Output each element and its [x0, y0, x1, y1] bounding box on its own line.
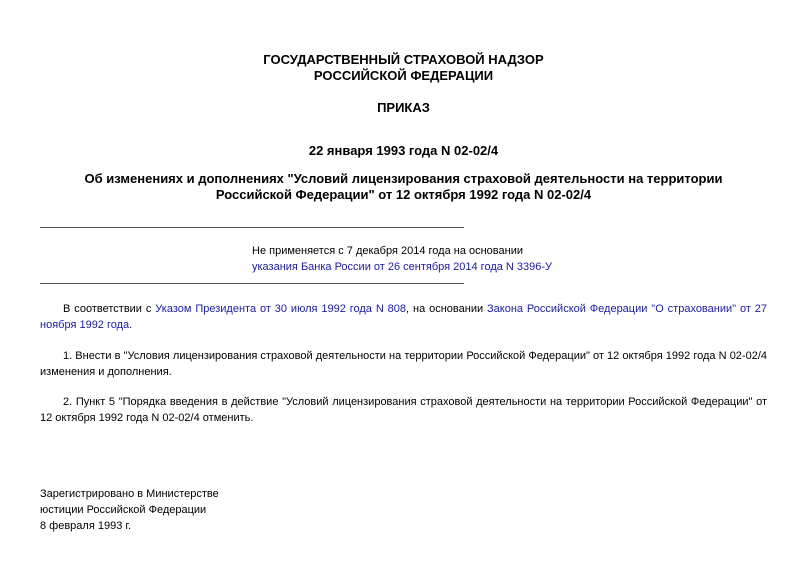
registration-date: 8 февраля 1993 г. [40, 520, 132, 532]
authority-line-2: РОССИЙСКОЙ ФЕДЕРАЦИИ [313, 68, 494, 83]
paragraph-preamble [40, 301, 767, 333]
divider-top [40, 227, 464, 228]
title-line-1: Об изменениях и дополнениях "Условий лицензирования страховой деятельности на территории [84, 171, 723, 186]
document-type: ПРИКАЗ [377, 100, 430, 115]
status-note [252, 243, 602, 275]
paragraph-item-1: 1. Внести в "Условия лицензирования страховой деятельности на территории Российской Федерации" от 12 октября 1992 года N 02-02/4 изменения и дополнения. [40, 350, 767, 378]
law-link[interactable]: Закона Российской Федерации "О страховании" от 27 ноября 1992 года [40, 303, 768, 331]
decree-link[interactable]: Указом Президента от 30 июля 1992 года N 808 [155, 303, 407, 315]
registration-line-2: юстиции Российской Федерации [40, 504, 207, 516]
paragraph-item-2: 2. Пункт 5 "Порядка введения в действие "Условий лицензирования страховой деятельности на территории Российской Федерации" от 12 октября 1992 года N 02-02/4 отменить. [40, 396, 767, 424]
status-note-text: Не применяется с 7 декабря 2014 года на основании [252, 245, 523, 257]
status-note-link[interactable]: указания Банка России от 26 сентября 2014 года N 3396-У [252, 261, 553, 273]
preamble-text-1: В соответствии с [63, 303, 156, 315]
registration-line-1: Зарегистрировано в Министерстве [40, 488, 219, 500]
authority-line-1: ГОСУДАРСТВЕННЫЙ СТРАХОВОЙ НАДЗОР [263, 52, 544, 67]
preamble-text-2: , на основании [406, 303, 488, 315]
document-date-number: 22 января 1993 года N 02-02/4 [308, 143, 499, 158]
preamble-text-3: . [129, 319, 133, 331]
issuing-authority [0, 52, 807, 84]
title-line-2: Российской Федерации" от 12 октября 1992 года N 02-02/4 [215, 187, 592, 202]
divider-bottom [40, 283, 464, 284]
document-title [0, 171, 807, 203]
registration-block [40, 486, 219, 534]
